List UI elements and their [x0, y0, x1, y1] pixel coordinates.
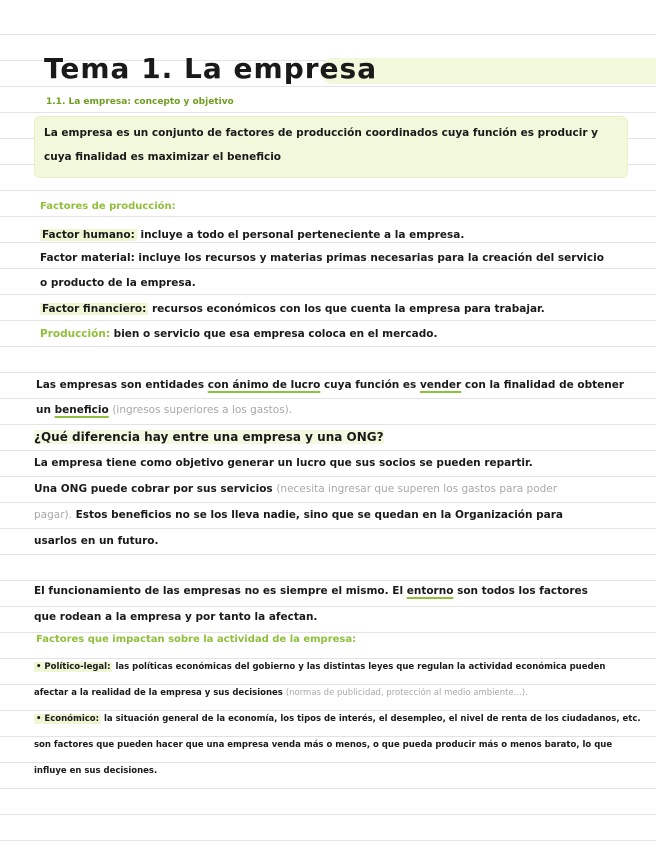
vender-term: vender: [419, 379, 462, 391]
entities-text-3: con la finalidad de obtener: [464, 379, 625, 391]
environment-line-2: que rodean a la empresa y por tanto la afectan.: [34, 611, 318, 623]
answer-line-3: [34, 503, 644, 527]
politico-text: las políticas económicas del gobierno y las distintas leyes que regulan la actividad económica pueden: [115, 662, 606, 672]
answer-line-1: La empresa tiene como objetivo generar un lucro que sus socios se pueden repartir.: [34, 457, 533, 469]
answer-note-2: pagar).: [34, 509, 72, 521]
environment-text-2: son todos los factores: [457, 585, 588, 597]
section-subtitle: 1.1. La empresa: concepto y objetivo: [46, 97, 234, 107]
lucro-term: con ánimo de lucro: [207, 379, 321, 391]
bullet-politico-line-1: [34, 654, 646, 680]
bullet-economico-line-2: son factores que pueden hacer que una empresa venda más o menos, o que pueda producir más o menos barato, lo que: [34, 740, 613, 750]
factor-financiero-text: recursos económicos con los que cuenta la empresa para trabajar.: [151, 303, 545, 315]
factor-humano: [40, 223, 630, 247]
entities-text-2: cuya función es: [323, 379, 417, 391]
politico-note: (normas de publicidad, protección al medio ambiente...).: [285, 688, 528, 698]
factors-heading: Factores de producción:: [40, 201, 176, 212]
factor-material-label: Factor material:: [40, 252, 135, 264]
entities-line-1: [36, 373, 636, 397]
entities-text: Las empresas son entidades: [36, 379, 205, 391]
factor-humano-text: incluye a todo el personal perteneciente a la empresa.: [140, 229, 465, 241]
bullet-economico-line-3: influye en sus decisiones.: [34, 766, 158, 776]
entorno-term: entorno: [406, 585, 454, 597]
produccion-label: Producción:: [40, 328, 111, 340]
produccion-text: bien o servicio que esa empresa coloca en el mercado.: [113, 328, 438, 340]
factor-material-cont: o producto de la empresa.: [40, 277, 196, 289]
answer-text: Una ONG puede cobrar por sus servicios: [34, 483, 273, 495]
factor-material-text: incluye los recursos y materias primas necesarias para la creación del servicio: [138, 252, 604, 264]
bullet-politico-line-2: [34, 680, 646, 706]
environment-text: El funcionamiento de las empresas no es siempre el mismo. El: [34, 585, 404, 597]
answer-text-2: Estos beneficios no se los lleva nadie, sino que se quedan en la Organización para: [75, 509, 563, 521]
beneficio-note: (ingresos superiores a los gastos).: [112, 404, 293, 416]
definition-text: La empresa es un conjunto de factores de producción coordinados cuya función es producir y cuya finalidad es maximizar el beneficio: [44, 127, 599, 163]
page-title: Tema 1. La empresa: [44, 52, 378, 85]
factor-humano-label: Factor humano:: [42, 229, 135, 241]
answer-note: (necesita ingresar que superen los gastos para poder: [276, 483, 558, 495]
question-text: ¿Qué diferencia hay entre una empresa y una ONG?: [34, 430, 384, 444]
ong-question: [34, 425, 384, 449]
factor-material: [40, 246, 640, 270]
environment-line-1: [34, 579, 644, 603]
answer-line-4: usarlos en un futuro.: [34, 535, 159, 547]
politico-text-2: afectar a la realidad de la empresa y sus decisiones: [34, 688, 283, 698]
factor-financiero-label: Factor financiero:: [42, 303, 147, 315]
economico-label: • Económico:: [36, 714, 100, 724]
answer-line-2: [34, 477, 644, 501]
beneficio-term: beneficio: [54, 404, 109, 416]
factor-financiero: [40, 297, 640, 321]
impact-heading: Factores que impactan sobre la actividad de la empresa:: [36, 634, 357, 645]
produccion: [40, 322, 640, 346]
economico-text: la situación general de la economía, los tipos de interés, el desempleo, el nivel de renta de los ciudadanos, etc.: [103, 714, 641, 724]
bullet-economico-line-1: [34, 706, 646, 732]
entities-text-4: un: [36, 404, 51, 416]
entities-line-2: [36, 398, 636, 422]
politico-label: • Político-legal:: [36, 662, 111, 672]
